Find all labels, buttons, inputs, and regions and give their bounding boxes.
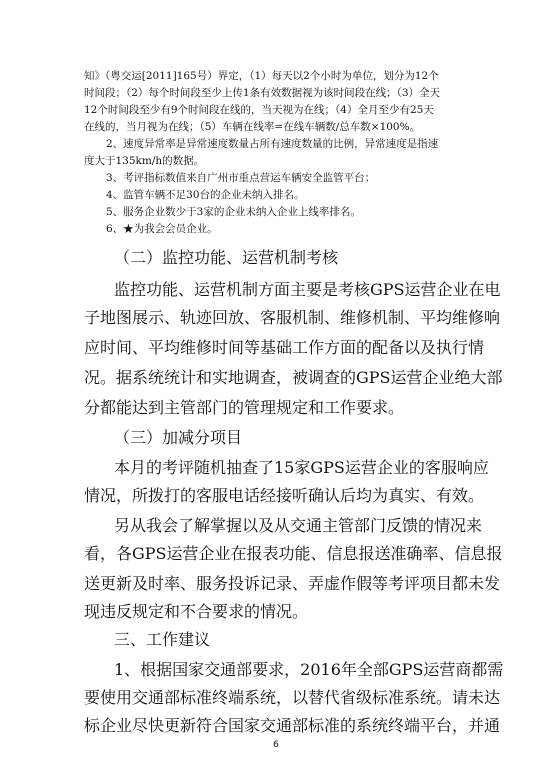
paragraph-line: 另从我会了解掌握以及从交通主管部门反馈的情况来	[114, 516, 483, 535]
paragraph-line: 送更新及时率、服务投诉记录、弄虚作假等考评项目都未发	[84, 574, 501, 593]
footnote-line-3: 12个时间段至少有9个时间段在线的，当天视为在线；（4）全月至少有25天	[84, 104, 434, 116]
paragraph-line: 要使用交通部标准终端系统，以替代省级标准系统。请未达	[84, 688, 501, 707]
paragraph-line: 分都能达到主管部门的管理规定和工作要求。	[84, 398, 405, 417]
section-heading-suggestions: 三、工作建议	[114, 630, 211, 649]
paragraph-line: 现违反规定和不合要求的情况。	[84, 602, 309, 621]
footnote-line-4: 在线的，当月视为在线；（5）车辆在线率=在线车辆数/总车数×100%。	[84, 121, 421, 133]
page-number: 6	[273, 740, 279, 750]
paragraph-line: 子地图展示、轨迹回放、客服机制、维修机制、平均维修响	[84, 308, 501, 327]
section-heading-monitoring: （二）监控功能、运营机制考核	[114, 248, 339, 267]
paragraph-line: 况。据系统统计和实地调查，被调查的GPS运营企业绝大部	[84, 368, 503, 387]
footnote-line-9: 5、服务企业数少于3家的企业未纳入企业上线率排名。	[106, 206, 361, 218]
footnote-line-1: 知》（粤交运[2011]165号）界定，（1）每天以2个小时为单位，划分为12个	[84, 70, 439, 82]
footnote-line-7: 3、考评指标数值来自广州市重点营运车辆安全监管平台；	[106, 172, 376, 184]
paragraph-line: 1、根据国家交通部要求，2016年全部GPS运营商都需	[114, 660, 504, 679]
footnote-line-5: 2、速度异常率是异常速度数量占所有速度数量的比例，异常速度是指速	[106, 138, 439, 150]
footnote-line-8: 4、监管车辆不足30台的企业未纳入排名。	[106, 189, 305, 201]
paragraph-line: 本月的考评随机抽查了15家GPS运营企业的客服响应	[114, 458, 489, 477]
section-heading-bonus: （三）加减分项目	[114, 428, 243, 447]
paragraph-line: 应时间、平均维修时间等基础工作方面的配备以及执行情	[84, 338, 485, 357]
footnote-line-10: 6、★为我会会员企业。	[106, 223, 218, 235]
footnote-line-6: 度大于135km/h的数据。	[84, 155, 205, 167]
paragraph-line: 监控功能、运营机制方面主要是考核GPS运营企业在电	[114, 280, 501, 299]
paragraph-line: 看，各GPS运营企业在报表功能、信息报送准确率、信息报	[84, 544, 503, 563]
paragraph-line: 标企业尽快更新符合国家交通部标准的系统终端平台，并通	[84, 716, 501, 735]
footnote-line-2: 时间段；（2）每个时间段至少上传1条有效数据视为该时间段在线；（3）全天	[84, 87, 441, 99]
paragraph-line: 情况，所拨打的客服电话经接听确认后均为真实、有效。	[84, 486, 485, 505]
